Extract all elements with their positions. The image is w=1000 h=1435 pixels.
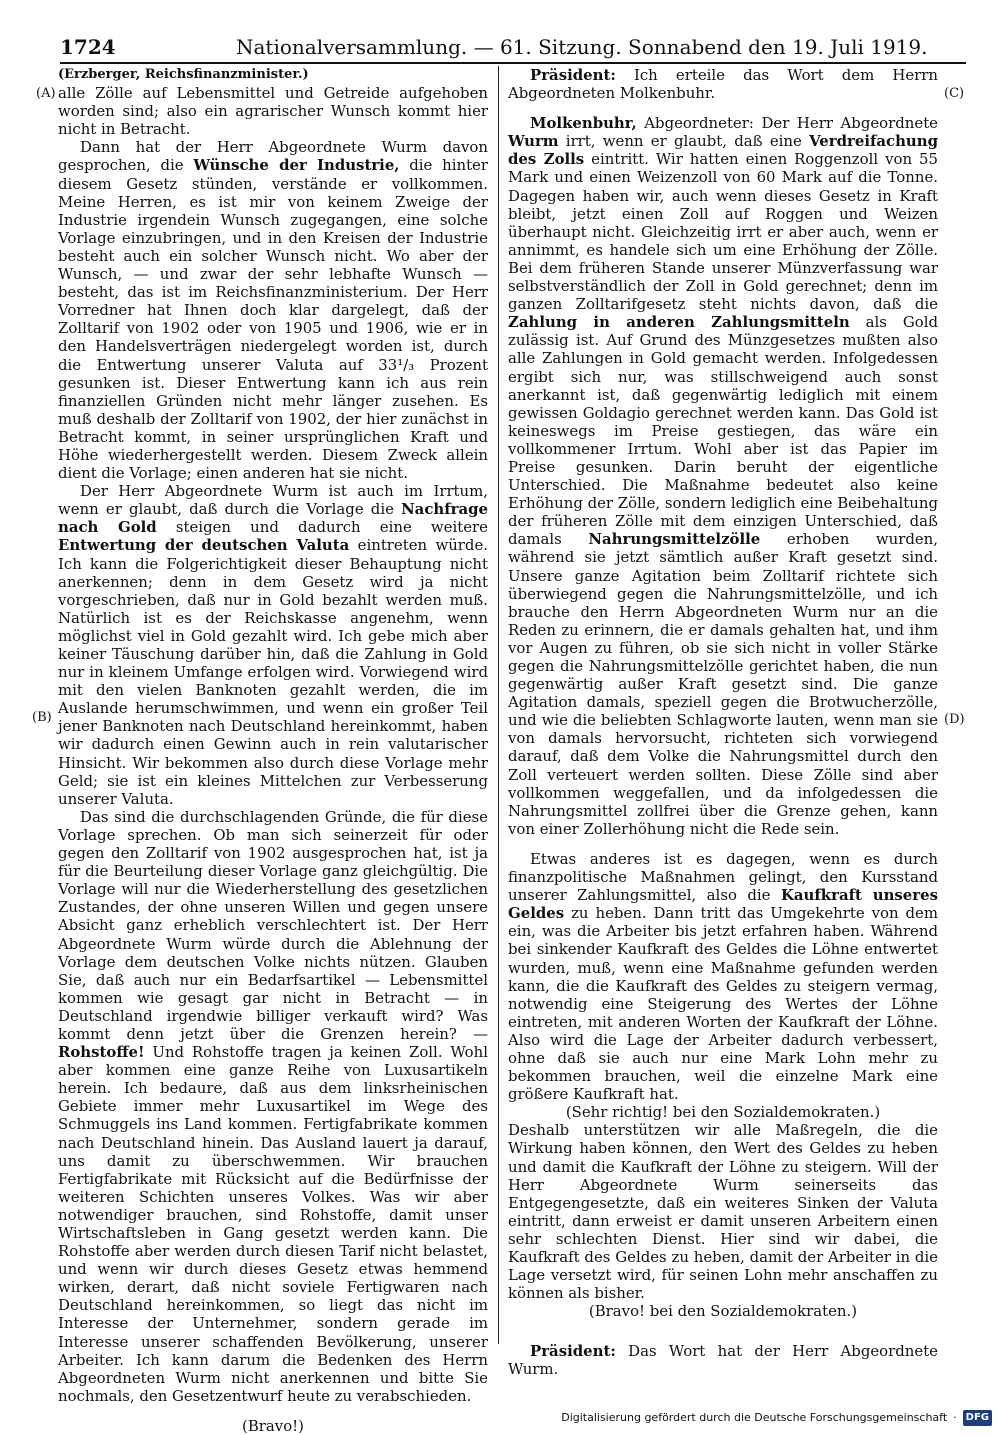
right-column (508, 66, 938, 1379)
closing-applause: (Bravo!) (242, 1416, 304, 1435)
president-statement: Präsident: Das Wort hat der Herr Abgeordnete Wurm. (508, 1342, 938, 1379)
margin-mark-b: (B) (32, 710, 52, 725)
header-rule (60, 62, 966, 64)
speaker-label: Präsident: (530, 66, 616, 84)
paragraph: Deshalb unterstützen wir alle Maßregeln, die die Wirkung haben können, den Wert des Geldes zu heben und damit die Kaufkraft der Löhne zu steigern. Will der Herr Abgeordnete Wurm seinerseits das Entgegengesetzte, daß ein weiteres Sinken der Valuta eintritt, dann erweist er damit unseren Arbeitern einen sehr schlechten Dienst. Hier sind wir dabei, die Kaufkraft des Geldes zu heben, damit der Arbeiter in die Lage versetzt wird, für seinen Lohn mehr anschaffen zu können als bisher. (508, 1121, 938, 1303)
speaker-label: Molkenbuhr, (530, 114, 637, 133)
interjection: (Sehr richtig! bei den Sozialdemokraten.) (565, 1103, 881, 1122)
margin-mark-a: (A) (36, 86, 56, 101)
emphasis: Zahlung in anderen Zahlungsmitteln (508, 313, 850, 332)
separator-dot: · (953, 1411, 957, 1424)
left-column (58, 66, 488, 1435)
column-divider (498, 66, 499, 1344)
margin-mark-d: (D) (944, 712, 965, 727)
emphasis: Verdreifachung des Zolls (508, 132, 938, 169)
paragraph: Der Herr Abgeordnete Wurm ist auch im Irrtum, wenn er glaubt, daß durch die Vorlage die Nachfrage nach Gold steigen und dadurch eine weitere Entwertung der deutschen Valuta eintreten würde. Ich kann die Folgerichtigkeit dieser Behauptung nicht anerkennen; denn in dem Gesetz wird ja nicht vorgeschrieben, daß nur in Gold bezahlt werden muß. Natürlich ist es der Reichskasse angenehm, wenn möglichst viel in Gold gezahlt wird. Ich gebe mich aber keiner Täuschung darüber hin, daß die Zahlung in Gold nur in kleinem Umfange erfolgen wird. Vorwiegend wird mit den vielen Banknoten gezahlt werden, die im Auslande herumschwimmen, und wenn ein großer Teil jener Banknoten nach Deutschland hereinkommt, haben wir dadurch einen Gewinn auch in rein valutarischer Hinsicht. Wir bekommen also durch diese Vorlage mehr Geld; sie ist ein kleines Mittelchen zur Verbesserung unserer Valuta. (58, 482, 488, 808)
paragraph: Molkenbuhr, Abgeordneter: Der Herr Abgeordnete Wurm irrt, wenn er glaubt, daß eine Verdreifachung des Zolls eintritt. Wir hatten einen Roggenzoll von 55 Mark und einen Weizenzoll von 60 Mark auf die Tonne. Dagegen haben wir, auch wenn dieses Gesetz in Kraft bleibt, jetzt einen Zoll auf Roggen und Weizen überhaupt nicht. Gleichzeitig irrt er aber auch, wenn er annimmt, es handele sich um eine Erhöhung der Zölle. Bei dem früheren Stande unserer Münzverfassung war selbstverständlich der Zoll in Gold gerechnet; denn im ganzen Zolltarifgesetz steht nichts davon, daß die Zahlung in anderen Zahlungsmitteln als Gold zulässig ist. Auf Grund des Münzgesetzes mußten also alle Zahlungen in Gold gemacht werden. Infolgedessen ergibt sich nur, was stillschweigend auch sonst anerkannt ist, daß gegenwärtig lediglich mit einem gewissen Goldagio gerechnet werden kann. Das Gold ist keineswegs im Preise gestiegen, das wäre ein vollkommener Irrtum. Wohl aber ist das Papier im Preise gesunken. Darin beruht der eigentliche Unterschied. Die Maßnahme bedeutet also keine Erhöhung der Zölle, sondern lediglich eine Beibehaltung der früheren Zölle mit dem einzigen Unterschied, daß damals Nahrungsmittelzölle erhoben wurden, während sie jetzt sämtlich außer Kraft gesetzt sind. Unsere ganze Agitation beim Zolltarif richtete sich überwiegend gegen die Nahrungsmittelzölle, und ich brauche den Herrn Abgeordneten Wurm nur an die Reden zu erinnern, die er damals gehalten hat, und ihm vor Augen zu führen, ob sie sich nicht in voller Stärke gegen die Nahrungsmittelzölle gerichtet haben, die nun gegenwärtig außer Kraft gesetzt sind. Die ganze Agitation damals, speziell gegen die Brotwucherzölle, und wie die beliebten Schlagworte lauten, wenn man sie von damals hervorsucht, richteten sich vorwiegend darauf, daß dem Volke die Nahrungsmittel durch den Zoll verteuert werden sollten. Diese Zölle sind aber vollkommen weggefallen, und da infolgedessen die Nahrungsmittel zollfrei über die Grenze gehen, kann von einer Zollerhöhung nicht die Rede sein. (508, 114, 938, 838)
interjection: (Bravo! bei den Sozialdemokraten.) (588, 1302, 858, 1321)
page-number: 1724 (60, 35, 116, 59)
paragraph: alle Zölle auf Lebensmittel und Getreide aufgehoben worden sind; also ein agrarischer Wunsch kommt hier nicht in Betracht. (58, 84, 488, 139)
emphasis: Wurm (508, 132, 559, 151)
president-statement: Präsident: Ich erteile das Wort dem Herrn Abgeordneten Molkenbuhr. (508, 66, 938, 103)
emphasis: Rohstoffe! (58, 1043, 145, 1062)
running-title: Nationalversammlung. — 61. Sitzung. Sonnabend den 19. Juli 1919. (236, 35, 928, 59)
digitization-credit (561, 1408, 992, 1428)
emphasis: Kaufkraft unseres Geldes (508, 886, 938, 923)
credit-text: Digitalisierung gefördert durch die Deutsche Forschungsgemeinschaft (561, 1411, 948, 1424)
dfg-logo: DFG (963, 1410, 992, 1426)
emphasis: Wünsche der Industrie, (193, 156, 400, 175)
emphasis: Nachfrage nach Gold (58, 500, 488, 537)
speaker-label: Präsident: (530, 1342, 616, 1361)
emphasis: Nahrungsmittelzölle (588, 530, 761, 549)
paragraph: Dann hat der Herr Abgeordnete Wurm davon gesprochen, die Wünsche der Industrie, die hinter diesem Gesetz stünden, verstände er vollkommen. Meine Herren, es ist mir von keinem Zweige der Industrie irgendein Wunsch zugegangen, eine solche Vorlage einzubringen, und in den Kreisen der Industrie besteht auch ein solcher Wunsch nicht. Wo aber der Wunsch, — und zwar der sehr lebhafte Wunsch — besteht, das ist im Reichsfinanzministerium. Der Herr Vorredner hat Ihnen doch klar dargelegt, daß der Zolltarif von 1902 oder von 1905 und 1906, wie er in den Handelsverträgen niedergelegt worden ist, durch die Entwertung unserer Valuta auf 33¹/₃ Prozent gesunken ist. Dieser Entwertung kann ich aus rein finanziellen Gründen nicht mehr länger zusehen. Es muß deshalb der Zolltarif von 1902, der hier zunächst in Betracht kommt, in seiner ursprünglichen Kraft und Höhe wiederhergestellt werden. Diesem Zweck allein dient die Vorlage; einen anderen hat sie nicht. (58, 138, 488, 483)
emphasis: Entwertung der deutschen Valuta (58, 536, 350, 555)
paragraph: Etwas anderes ist es dagegen, wenn es durch finanzpolitische Maßnahmen gelingt, den Kursstand unserer Zahlungsmittel, also die Kaufkraft unseres Geldes zu heben. Dann tritt das Umgekehrte von dem ein, was die Arbeiter bis jetzt erfahren haben. Während bei sinkender Kaufkraft des Geldes die Löhne entwertet wurden, muß, wenn eine Maßnahme gefunden werden kann, die die Kaufkraft des Geldes zu steigern vermag, notwendig eine Steigerung des Wertes der Löhne eintreten, mit anderen Worten der Kaufkraft der Löhne. Also wird die Lage der Arbeiter dadurch verbessert, ohne daß sie auch nur eine Mark Lohn mehr zu bekommen brauchen, weil die einzelne Mark eine größere Kaufkraft hat. (508, 849, 938, 1104)
paragraph: Das sind die durchschlagenden Gründe, die für diese Vorlage sprechen. Ob man sich seinerzeit für oder gegen den Zolltarif von 1902 ausgesprochen hat, ist ja für die Beurteilung dieser Vorlage ganz gleichgültig. Die Vorlage will nur die Wiederherstellung des gesetzlichen Zustandes, der ohne unseren Willen und gegen unsere Absicht ganz erheblich verschlechtert ist. Der Herr Abgeordnete Wurm würde durch die Ablehnung der Vorlage dem deutschen Volke nichts nützen. Glauben Sie, daß auch nur ein Bedarfsartikel — Lebensmittel kommen wie gesagt gar nicht in Betracht — in Deutschland irgendwie billiger verkauft wird? Was kommt denn jetzt über die Grenzen herein? — Rohstoffe! Und Rohstoffe tragen ja keinen Zoll. Wohl aber kommen eine ganze Reihe von Luxusartikeln herein. Ich bedaure, daß aus dem linksrheinischen Gebiete immer mehr Luxusartikel im Wege des Schmuggels ins Land kommen. Fertigfabrikate kommen nach Deutschland hinein. Das Ausland lauert ja darauf, uns damit zu überschwemmen. Wir brauchen Fertigfabrikate mit Rücksicht auf die Bedürfnisse der weiteren Schichten unseres Volkes. Was wir aber notwendiger brauchen, sind Rohstoffe, damit unser Wirtschaftsleben in Gang gesetzt werden kann. Die Rohstoffe aber werden durch diesen Tarif nicht belastet, und wenn wir durch dieses Gesetz etwas hemmend wirken, derart, daß nicht soviele Fertigwaren nach Deutschland hereinkommen, so liegt das nicht im Interesse der Unternehmer, sondern gerade im Interesse unserer schaffenden Bevölkerung, unserer Arbeiter. Ich kann darum die Bedenken des Herrn Abgeordneten Wurm nicht anerkennen und bitte Sie nochmals, den Gesetzentwurf heute zu verabschieden. (58, 807, 488, 1405)
margin-mark-c: (C) (944, 86, 965, 101)
speaker-tag: (Erzberger, Reichsfinanzminister.) (58, 67, 309, 82)
page-header (60, 34, 960, 60)
